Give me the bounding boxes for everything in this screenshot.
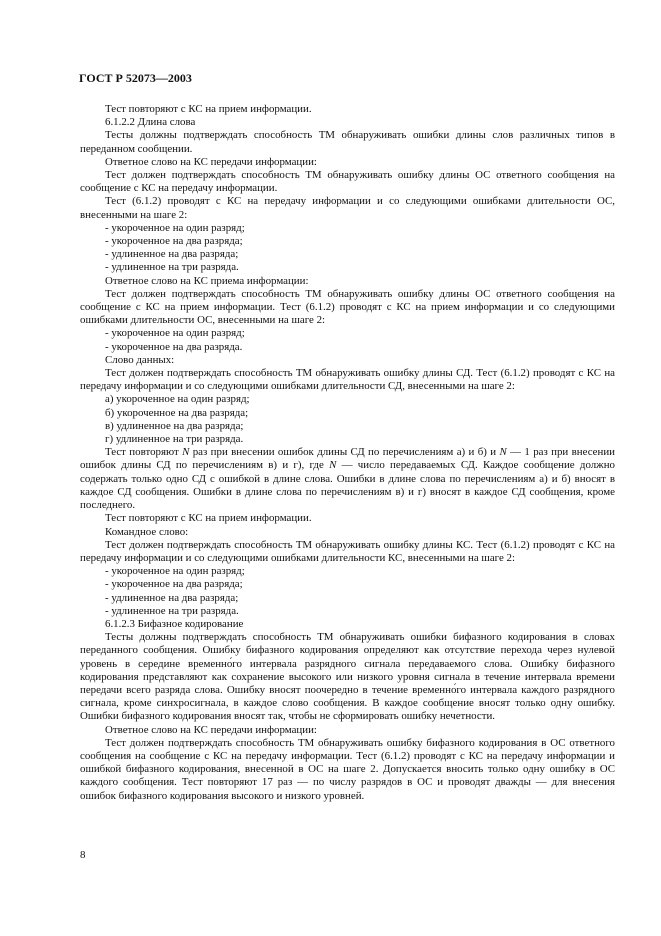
paragraph: Тест должен подтверждать способность ТМ обнаруживать ошибку длины ОС ответного сообщения на сообщение с КС на прием информации. Тест (6.1.2) проводят с КС на прием информации и со следующими ошибками длительности ОС, внесенными на шаге 2:	[80, 287, 615, 327]
paragraph	[80, 446, 615, 512]
paragraph: Тест должен подтверждать способность ТМ обнаруживать ошибку длины ОС ответного сообщения на сообщение с КС на передачу информации.	[80, 169, 615, 195]
paragraph: Тест должен подтверждать способность ТМ обнаруживать ошибку длины СД. Тест (6.1.2) проводят с КС на передачу информации и со следующими ошибками длительности СД, внесенными на шаге 2:	[80, 367, 615, 393]
document-header: ГОСТ Р 52073—2003	[79, 71, 192, 85]
page-body	[80, 103, 615, 803]
paragraph: Тест (6.1.2) проводят с КС на передачу информации и со следующими ошибками длительности ОС, внесенными на шаге 2:	[80, 195, 615, 221]
text-run: — 1 раз при внесении ошибок длины СД по перечислениям в) и г), где	[80, 446, 615, 472]
text-run: раз при внесении ошибок длины СД по перечислениям а) и б) и	[189, 446, 500, 459]
list-item: - укороченное на два разряда;	[105, 578, 243, 591]
variable-n: N	[182, 446, 190, 459]
page-number: 8	[80, 849, 86, 861]
subheading: Ответное слово на КС передачи информации:	[105, 155, 317, 168]
variable-n: N	[329, 459, 337, 472]
subheading: Командное слово:	[105, 525, 189, 538]
list-item: г) удлиненное на три разряда.	[105, 433, 244, 446]
list-item: - удлиненное на три разряда.	[105, 604, 239, 617]
list-item: б) укороченное на два разряда;	[105, 406, 249, 419]
paragraph: Тест должен подтверждать способность ТМ обнаруживать ошибку длины КС. Тест (6.1.2) проводят с КС на передачу информации и со следующими ошибками длительности КС, внесенными на шаге 2:	[80, 538, 615, 564]
paragraph: Тесты должны подтверждать способность ТМ обнаруживать ошибки длины слов различных типов в переданном сообщении.	[80, 129, 615, 155]
subheading: Ответное слово на КС приема информации:	[105, 274, 309, 287]
variable-n: N	[499, 446, 507, 459]
list-item: а) укороченное на один разряд;	[105, 393, 250, 406]
list-item: - удлиненное на два разряда;	[105, 591, 239, 604]
subheading: Ответное слово на КС передачи информации:	[105, 723, 317, 736]
list-item: - укороченное на один разряд;	[105, 221, 245, 234]
list-item: - укороченное на два разряда;	[105, 235, 243, 248]
paragraph: Тесты должны подтверждать способность ТМ обнаруживать ошибки бифазного кодирования в словах переданного сообщения. Ошибку бифазного кодирования определяют как отсутствие перехода через нулевой уровень в середине временно́го интервала разрядного сигнала передаваемого слова. Ошибку бифазного кодирования представляют как сохранение высокого или низкого уровня сигнала в течение интервала времени передачи всего разряда слова. Ошибку вносят поочередно в течение временно́го интервала каждого разрядного сигнала, кроме синхросигнала, в каждое слово сообщения. В каждое сообщение вносят только одну ошибку. Ошибки бифазного кодирования вносят так, чтобы не сформировать ошибку нечетности.	[80, 631, 615, 723]
paragraph: Тест должен подтверждать способность ТМ обнаруживать ошибку бифазного кодирования в ОС ответного сообщения на сообщение с КС на передачу информации. Тест (6.1.2) проводят с КС на передачу информации и ошибкой бифазного кодирования, внесенной в ОС на шаге 2. Допускается вносить только одну ошибку в ОС каждого сообщения. Тест повторяют 17 раз — по числу разрядов в ОС и проводят дважды — для внесения ошибок бифазного кодирования высокого и низкого уровней.	[80, 736, 615, 802]
list-item: в) удлиненное на два разряда;	[105, 419, 244, 432]
paragraph: Тест повторяют с КС на прием информации.	[105, 103, 312, 115]
paragraph: Тест повторяют с КС на прием информации.	[105, 512, 312, 525]
section-heading: 6.1.2.2 Длина слова	[105, 116, 196, 129]
list-item: - укороченное на один разряд;	[105, 327, 245, 340]
text-run: — число передаваемых СД. Каждое сообщение должно содержать только одно СД с ошибкой в длине слова. Ошибки в длине слова по перечислениям а) и б) вносят в каждое СД сообщения. Ошибки в длине слова по перечислениям в) и г) вносят в каждое СД сообщения, кроме последнего.	[80, 459, 615, 512]
list-item: - укороченное на один разряд;	[105, 565, 245, 578]
list-item: - удлиненное на три разряда.	[105, 261, 239, 274]
list-item: - укороченное на два разряда.	[105, 340, 243, 353]
section-heading: 6.1.2.3 Бифазное кодирование	[105, 617, 244, 630]
subheading: Слово данных:	[105, 353, 175, 366]
text-run: Тест повторяют	[105, 446, 183, 459]
list-item: - удлиненное на два разряда;	[105, 248, 239, 261]
